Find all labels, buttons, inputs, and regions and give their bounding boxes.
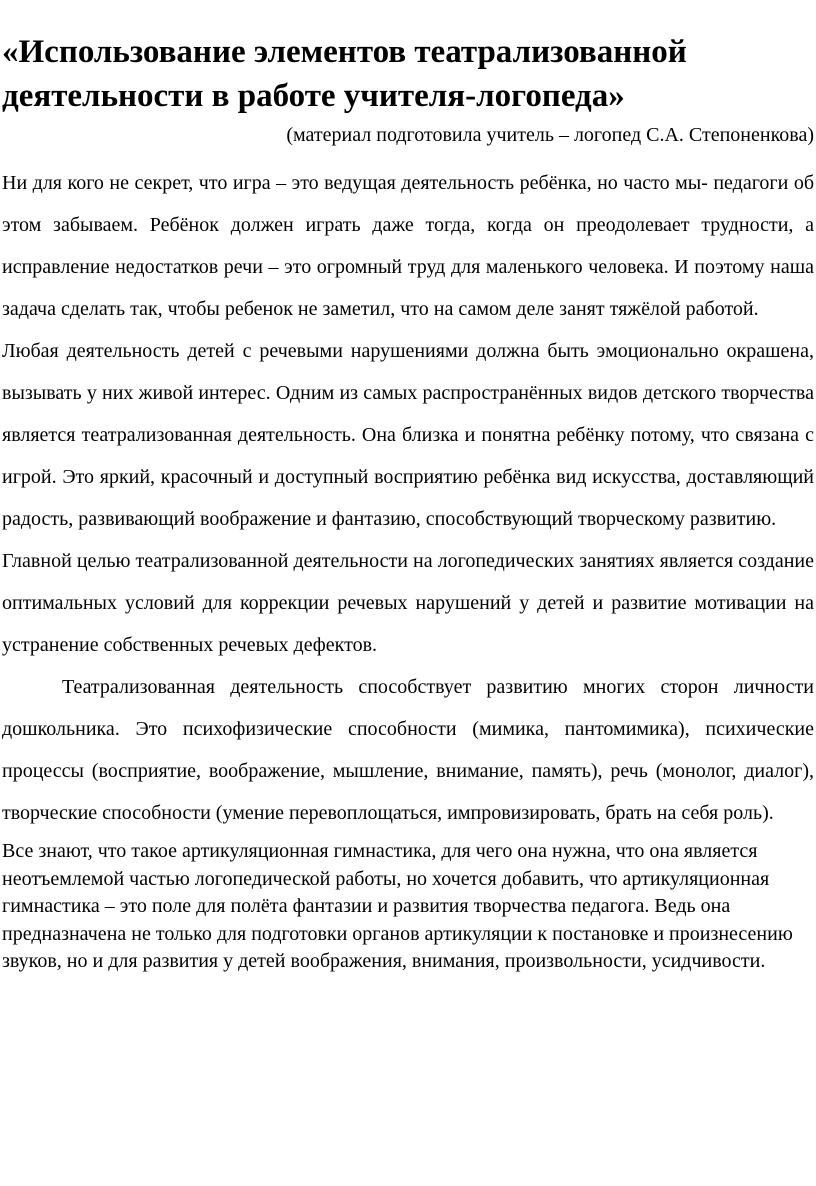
author-note: (материал подготовила учитель – логопед С.А. Степоненкова) xyxy=(286,124,814,146)
paragraph-4: Театрализованная деятельность способствует развитию многих сторон личности дошкольника. Это психофизические способности (мимика, пантомимика), психические процессы (восприятие, воображение, мышление, внимание, память), речь (монолог, диалог), творческие способности (умение перевоплощаться, импровизировать, брать на себя роль). xyxy=(2,676,814,824)
paragraph-5: Все знают, что такое артикуляционная гимнастика, для чего она нужна, что она является неотъемлемой частью логопедической работы, но хочется добавить, что артикуляционная гимнастика – это поле для полёта фантазии и развития творчества педагога. Ведь она предназначена не только для подготовки органов артикуляции к постановке и произнесению звуков, но и для развития у детей воображения, внимания, произвольности, усидчивости. xyxy=(2,840,793,972)
paragraph-1: Ни для кого не секрет, что игра – это ведущая деятельность ребёнка, но часто мы- педагоги об этом забываем. Ребёнок должен играть даже тогда, когда он преодолевает трудности, а исправление недостатков речи – это огромный труд для маленького человека. И поэтому наша задача сделать так, чтобы ребенок не заметил, что на самом деле занят тяжёлой работой. xyxy=(2,172,814,320)
paragraph-3: Главной целью театрализованной деятельности на логопедических занятиях является создание оптимальных условий для коррекции речевых нарушений у детей и развитие мотивации на устранение собственных речевых дефектов. xyxy=(2,550,814,656)
document-title: «Использование элементов театрализованной деятельности в работе учителя-логопеда» xyxy=(2,34,687,114)
paragraph-2: Любая деятельность детей с речевыми нарушениями должна быть эмоционально окрашена, вызывать у них живой интерес. Одним из самых распространённых видов детского творчества является театрализованная деятельность. Она близка и понятна ребёнку потому, что связана с игрой. Это яркий, красочный и доступный восприятию ребёнка вид искусства, доставляющий радость, развивающий воображение и фантазию, способствующий творческому развитию. xyxy=(2,340,814,530)
